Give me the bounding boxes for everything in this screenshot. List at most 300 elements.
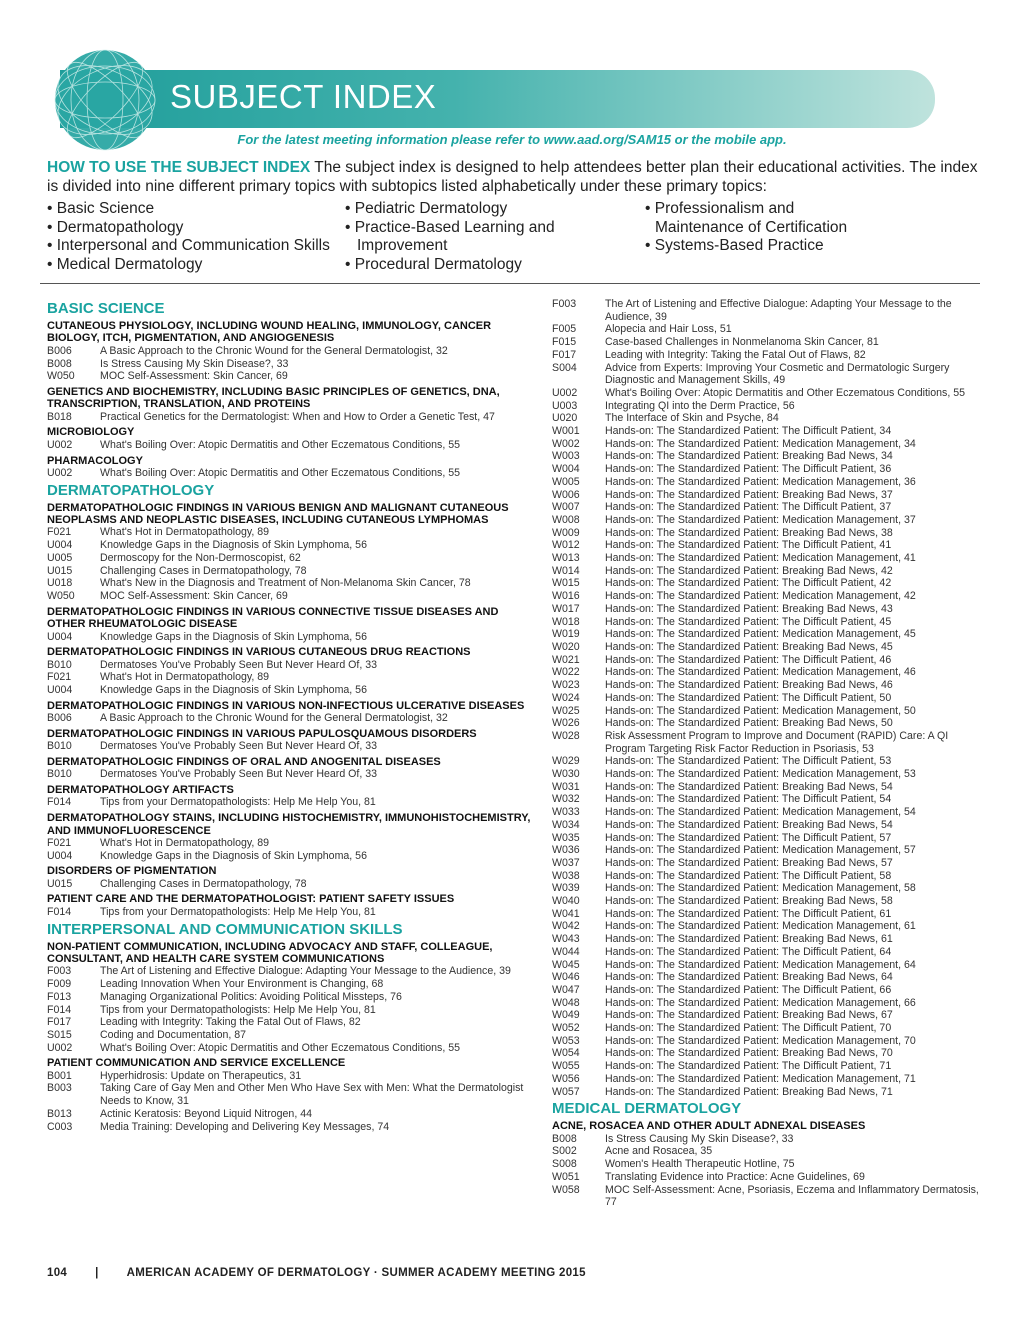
session-code: B013 bbox=[47, 1107, 72, 1120]
session-code: W028 bbox=[552, 729, 580, 742]
index-entry bbox=[47, 552, 539, 565]
session-title: Hands-on: The Standardized Patient: Breaking Bad News, 37 bbox=[605, 488, 893, 501]
session-title: Hyperhidrosis: Update on Therapeutics, 31 bbox=[100, 1069, 302, 1082]
index-entry bbox=[552, 920, 982, 933]
subtopic-heading: CUTANEOUS PHYSIOLOGY, INCLUDING WOUND HEALING, IMMUNOLOGY, CANCER BIOLOGY, ITCH, PIGMENTATION, AND ANGIOGENESIS bbox=[47, 320, 492, 345]
session-code: S004 bbox=[552, 361, 577, 374]
session-title: Hands-on: The Standardized Patient: The Difficult Patient, 37 bbox=[605, 501, 892, 514]
session-title: Actinic Keratosis: Beyond Liquid Nitrogen, 44 bbox=[100, 1107, 312, 1120]
index-entry bbox=[552, 793, 982, 806]
topic-item: • Professionalism and bbox=[645, 200, 795, 217]
topic-list-1 bbox=[47, 200, 330, 275]
session-title: Leading Innovation When Your Environment is Changing, 68 bbox=[100, 978, 384, 991]
session-code: U002 bbox=[552, 386, 578, 399]
session-code: U003 bbox=[552, 399, 578, 412]
session-title: Practical Genetics for the Dermatologist: When and How to Order a Genetic Test, 47 bbox=[100, 410, 495, 423]
session-title: Hands-on: The Standardized Patient: Medication Management, 36 bbox=[605, 475, 916, 488]
session-title: Hands-on: The Standardized Patient: Medication Management, 71 bbox=[605, 1072, 916, 1085]
session-title: Hands-on: The Standardized Patient: Breaking Bad News, 42 bbox=[605, 564, 893, 577]
session-code: W003 bbox=[552, 450, 580, 463]
index-entry bbox=[552, 1133, 982, 1146]
subtopic-heading: NON-PATIENT COMMUNICATION, INCLUDING ADVOCACY AND STAFF, COLLEAGUE, CONSULTANT, AND HEALTH CARE SYSTEM COMMUNICATIONS bbox=[47, 940, 493, 965]
page-footer bbox=[47, 1267, 586, 1279]
index-entry bbox=[552, 844, 982, 857]
session-code: W047 bbox=[552, 983, 580, 996]
session-code: W039 bbox=[552, 882, 580, 895]
index-entry bbox=[552, 1184, 982, 1209]
session-title: Hands-on: The Standardized Patient: Medication Management, 53 bbox=[605, 768, 916, 781]
session-code: F021 bbox=[47, 526, 72, 539]
session-title: What's Hot in Dermatopathology, 89 bbox=[100, 836, 270, 849]
session-code: W022 bbox=[552, 666, 580, 679]
session-title: Hands-on: The Standardized Patient: The Difficult Patient, 34 bbox=[605, 425, 892, 438]
session-code: B010 bbox=[47, 740, 72, 753]
section-heading: MEDICAL DERMATOLOGY bbox=[552, 1100, 742, 1118]
session-title: What's Boiling Over: Atopic Dermatitis and Other Eczematous Conditions, 55 bbox=[100, 438, 461, 451]
index-entry bbox=[47, 370, 539, 383]
session-title: Dermatoses You've Probably Seen But Never Heard Of, 33 bbox=[100, 768, 378, 781]
intro-text: The subject index is designed to help attendees better plan their educational activities. The index is divided into nine different primary topics with subtopics listed alphabetically under these primary topics: bbox=[47, 159, 978, 195]
index-entry bbox=[552, 819, 982, 832]
subtopic-heading: DERMATOPATHOLOGIC FINDINGS OF ORAL AND ANOGENITAL DISEASES bbox=[47, 755, 441, 768]
index-entry bbox=[552, 870, 982, 883]
session-code: W050 bbox=[47, 589, 75, 602]
session-title: Hands-on: The Standardized Patient: The Difficult Patient, 58 bbox=[605, 869, 892, 882]
session-title: Hands-on: The Standardized Patient: The Difficult Patient, 42 bbox=[605, 577, 892, 590]
index-entry bbox=[552, 730, 982, 755]
index-entry bbox=[552, 412, 982, 425]
session-title: MOC Self-Assessment: Acne, Psoriasis, Eczema and Inflammatory Dermatosis, 77 bbox=[605, 1183, 979, 1209]
session-title: Integrating QI into the Derm Practice, 56 bbox=[605, 399, 795, 412]
session-code: S008 bbox=[552, 1158, 577, 1171]
index-entry bbox=[552, 1073, 982, 1086]
session-code: U005 bbox=[47, 551, 73, 564]
session-code: U004 bbox=[47, 630, 73, 643]
index-entry bbox=[552, 1158, 982, 1171]
session-code: W016 bbox=[552, 590, 580, 603]
index-entry bbox=[552, 514, 982, 527]
index-entry bbox=[47, 684, 539, 697]
index-entry bbox=[552, 425, 982, 438]
index-entry bbox=[552, 387, 982, 400]
session-code: U020 bbox=[552, 412, 578, 425]
session-code: W051 bbox=[552, 1170, 580, 1183]
session-code: W053 bbox=[552, 1034, 580, 1047]
index-entry bbox=[47, 1029, 539, 1042]
session-code: F017 bbox=[552, 348, 577, 361]
index-entry bbox=[552, 895, 982, 908]
session-code: F021 bbox=[47, 671, 72, 684]
session-title: Hands-on: The Standardized Patient: Breaking Bad News, 43 bbox=[605, 602, 893, 615]
index-entry bbox=[552, 1009, 982, 1022]
index-column-left bbox=[47, 298, 539, 1133]
session-title: Hands-on: The Standardized Patient: The Difficult Patient, 57 bbox=[605, 831, 892, 844]
session-code: B008 bbox=[47, 357, 72, 370]
index-entry bbox=[552, 679, 982, 692]
session-code: W030 bbox=[552, 768, 580, 781]
session-code: W058 bbox=[552, 1183, 580, 1196]
session-code: W025 bbox=[552, 704, 580, 717]
index-entry bbox=[552, 755, 982, 768]
subtopic-heading: DERMATOPATHOLOGIC FINDINGS IN VARIOUS NON-INFECTIOUS ULCERATIVE DISEASES bbox=[47, 699, 525, 712]
session-title: Knowledge Gaps in the Diagnosis of Skin Lymphoma, 56 bbox=[100, 630, 367, 643]
session-code: W029 bbox=[552, 755, 580, 768]
index-column-right bbox=[552, 298, 982, 1209]
session-code: W035 bbox=[552, 831, 580, 844]
session-code: F015 bbox=[552, 336, 577, 349]
index-entry bbox=[47, 712, 539, 725]
session-title: MOC Self-Assessment: Skin Cancer, 69 bbox=[100, 370, 288, 383]
session-code: W023 bbox=[552, 679, 580, 692]
index-entry bbox=[552, 349, 982, 362]
session-title: Hands-on: The Standardized Patient: Medication Management, 41 bbox=[605, 552, 916, 565]
session-title: Hands-on: The Standardized Patient: Medication Management, 34 bbox=[605, 437, 916, 450]
index-entry bbox=[552, 768, 982, 781]
session-title: Is Stress Causing My Skin Disease?, 33 bbox=[605, 1132, 794, 1145]
index-entry bbox=[552, 959, 982, 972]
index-entry bbox=[47, 978, 539, 991]
session-title: Coding and Documentation, 87 bbox=[100, 1028, 247, 1041]
topic-item: • Practice-Based Learning and bbox=[345, 218, 555, 236]
session-code: W045 bbox=[552, 958, 580, 971]
session-code: W006 bbox=[552, 488, 580, 501]
session-title: Hands-on: The Standardized Patient: The Difficult Patient, 41 bbox=[605, 539, 892, 552]
session-code: W057 bbox=[552, 1085, 580, 1098]
index-entry bbox=[47, 565, 539, 578]
session-code: W044 bbox=[552, 945, 580, 958]
index-entry bbox=[552, 298, 982, 323]
session-title: Hands-on: The Standardized Patient: Medication Management, 54 bbox=[605, 806, 916, 819]
session-code: U004 bbox=[47, 684, 73, 697]
session-code: F021 bbox=[47, 836, 72, 849]
session-title: Hands-on: The Standardized Patient: Medication Management, 50 bbox=[605, 704, 916, 717]
session-code: F005 bbox=[552, 323, 577, 336]
index-entry bbox=[47, 631, 539, 644]
index-entry bbox=[552, 501, 982, 514]
index-entry bbox=[47, 740, 539, 753]
index-entry bbox=[552, 450, 982, 463]
index-entry bbox=[552, 628, 982, 641]
session-title: Hands-on: The Standardized Patient: Breaking Bad News, 50 bbox=[605, 717, 893, 730]
session-code: W056 bbox=[552, 1072, 580, 1085]
session-title: A Basic Approach to the Chronic Wound for the General Dermatologist, 32 bbox=[100, 344, 448, 357]
index-entry bbox=[552, 705, 982, 718]
session-title: Case-based Challenges in Nonmelanoma Skin Cancer, 81 bbox=[605, 336, 879, 349]
session-code: U004 bbox=[47, 849, 73, 862]
session-code: F009 bbox=[47, 978, 72, 991]
session-title: Hands-on: The Standardized Patient: Breaking Bad News, 70 bbox=[605, 1047, 893, 1060]
session-title: Managing Organizational Politics: Avoiding Political Missteps, 76 bbox=[100, 990, 402, 1003]
index-entry bbox=[552, 1022, 982, 1035]
session-code: W021 bbox=[552, 653, 580, 666]
session-code: F013 bbox=[47, 990, 72, 1003]
session-code: U002 bbox=[47, 466, 73, 479]
index-entry bbox=[552, 692, 982, 705]
session-code: F003 bbox=[552, 298, 577, 310]
session-code: F014 bbox=[47, 1003, 72, 1016]
session-code: W043 bbox=[552, 933, 580, 946]
index-entry bbox=[47, 1121, 539, 1134]
session-code: B010 bbox=[47, 658, 72, 671]
index-entry bbox=[47, 991, 539, 1004]
session-code: W037 bbox=[552, 856, 580, 869]
divider bbox=[40, 283, 980, 284]
session-title: Hands-on: The Standardized Patient: The Difficult Patient, 66 bbox=[605, 983, 892, 996]
session-code: W005 bbox=[552, 475, 580, 488]
session-title: Hands-on: The Standardized Patient: Breaking Bad News, 38 bbox=[605, 526, 893, 539]
session-title: Hands-on: The Standardized Patient: Breaking Bad News, 71 bbox=[605, 1085, 893, 1098]
footer-text: AMERICAN ACADEMY OF DERMATOLOGY · SUMMER ACADEMY MEETING 2015 bbox=[126, 1267, 586, 1279]
index-entry bbox=[47, 345, 539, 358]
session-code: W012 bbox=[552, 539, 580, 552]
index-entry bbox=[552, 400, 982, 413]
session-code: F003 bbox=[47, 965, 72, 978]
session-code: U004 bbox=[47, 539, 73, 552]
section-heading: INTERPERSONAL AND COMMUNICATION SKILLS bbox=[47, 920, 403, 938]
session-title: Hands-on: The Standardized Patient: Medication Management, 37 bbox=[605, 513, 916, 526]
index-entry bbox=[47, 965, 539, 978]
index-entry bbox=[47, 411, 539, 424]
index-entry bbox=[47, 768, 539, 781]
index-entry bbox=[552, 476, 982, 489]
session-code: W040 bbox=[552, 895, 580, 908]
session-title: The Art of Listening and Effective Dialogue: Adapting Your Message to the Audience, 39 bbox=[100, 965, 511, 978]
index-entry bbox=[47, 439, 539, 452]
topic-item: • Interpersonal and Communication Skills bbox=[47, 237, 330, 255]
session-title: Hands-on: The Standardized Patient: Breaking Bad News, 54 bbox=[605, 818, 893, 831]
tagline: For the latest meeting information please refer to www.aad.org/SAM15 or the mobile app. bbox=[237, 132, 787, 147]
topic-list-3 bbox=[645, 200, 847, 256]
subtopic-heading: DISORDERS OF PIGMENTATION bbox=[47, 865, 217, 878]
session-code: C003 bbox=[47, 1120, 73, 1133]
session-title: What's Boiling Over: Atopic Dermatitis and Other Eczematous Conditions, 55 bbox=[100, 466, 461, 479]
index-entry bbox=[47, 837, 539, 850]
session-code: W018 bbox=[552, 615, 580, 628]
session-code: F014 bbox=[47, 905, 72, 918]
index-entry bbox=[47, 358, 539, 371]
session-title: Tips from your Dermatopathologists: Help Me Help You, 81 bbox=[100, 1003, 376, 1016]
session-title: Hands-on: The Standardized Patient: Breaking Bad News, 46 bbox=[605, 679, 893, 692]
session-title: Hands-on: The Standardized Patient: The Difficult Patient, 36 bbox=[605, 463, 892, 476]
index-entry bbox=[47, 878, 539, 891]
index-entry bbox=[552, 781, 982, 794]
session-title: Hands-on: The Standardized Patient: Breaking Bad News, 45 bbox=[605, 640, 893, 653]
footer-separator: | bbox=[95, 1267, 99, 1279]
session-title: Hands-on: The Standardized Patient: Breaking Bad News, 64 bbox=[605, 971, 893, 984]
session-code: U002 bbox=[47, 1041, 73, 1054]
index-entry bbox=[552, 933, 982, 946]
session-title: Knowledge Gaps in the Diagnosis of Skin Lymphoma, 56 bbox=[100, 539, 367, 552]
session-code: W026 bbox=[552, 717, 580, 730]
index-entry bbox=[552, 946, 982, 959]
index-entry bbox=[552, 616, 982, 629]
session-title: Hands-on: The Standardized Patient: Medication Management, 61 bbox=[605, 920, 916, 933]
session-title: Hands-on: The Standardized Patient: The Difficult Patient, 45 bbox=[605, 615, 892, 628]
session-title: Advice from Experts: Improving Your Cosmetic and Dermatologic Surgery Diagnostic and Management Skills, 49 bbox=[605, 361, 950, 387]
session-title: What's Boiling Over: Atopic Dermatitis and Other Eczematous Conditions, 55 bbox=[605, 386, 966, 399]
section-heading: BASIC SCIENCE bbox=[47, 300, 165, 317]
session-title: Hands-on: The Standardized Patient: Breaking Bad News, 61 bbox=[605, 933, 893, 946]
index-entry bbox=[552, 997, 982, 1010]
session-title: Leading with Integrity: Taking the Fatal Out of Flaws, 82 bbox=[100, 1016, 361, 1029]
index-entry bbox=[47, 577, 539, 590]
index-entry bbox=[552, 463, 982, 476]
session-title: Is Stress Causing My Skin Disease?, 33 bbox=[100, 357, 289, 370]
topic-list-2 bbox=[345, 200, 555, 275]
session-title: A Basic Approach to the Chronic Wound for the General Dermatologist, 32 bbox=[100, 712, 448, 725]
session-code: W020 bbox=[552, 640, 580, 653]
index-entry bbox=[47, 1016, 539, 1029]
index-entry bbox=[47, 590, 539, 603]
index-entry bbox=[552, 489, 982, 502]
session-code: F017 bbox=[47, 1016, 72, 1029]
index-entry bbox=[47, 1108, 539, 1121]
session-title: What's Hot in Dermatopathology, 89 bbox=[100, 671, 270, 684]
index-entry bbox=[552, 984, 982, 997]
session-code: W032 bbox=[552, 793, 580, 806]
session-title: What's New in the Diagnosis and Treatment of Non-Melanoma Skin Cancer, 78 bbox=[100, 577, 471, 590]
session-title: Acne and Rosacea, 35 bbox=[605, 1145, 713, 1158]
session-code: B008 bbox=[552, 1132, 577, 1145]
session-title: Hands-on: The Standardized Patient: The Difficult Patient, 64 bbox=[605, 945, 892, 958]
topic-item: • Dermatopathology bbox=[47, 218, 184, 236]
session-title: Hands-on: The Standardized Patient: The Difficult Patient, 50 bbox=[605, 691, 892, 704]
session-code: W014 bbox=[552, 564, 580, 577]
session-title: Media Training: Developing and Delivering Key Messages, 74 bbox=[100, 1120, 390, 1133]
topic-item: Maintenance of Certification bbox=[655, 218, 848, 236]
topic-item: • Medical Dermatology bbox=[47, 256, 203, 274]
index-entry bbox=[552, 717, 982, 730]
session-title: Hands-on: The Standardized Patient: The Difficult Patient, 70 bbox=[605, 1022, 892, 1035]
session-code: W036 bbox=[552, 844, 580, 857]
session-title: What's Hot in Dermatopathology, 89 bbox=[100, 526, 270, 539]
index-entry bbox=[47, 526, 539, 539]
session-title: Hands-on: The Standardized Patient: Breaking Bad News, 67 bbox=[605, 1009, 893, 1022]
session-title: Challenging Cases in Dermatopathology, 78 bbox=[100, 877, 307, 890]
subtopic-heading: PATIENT COMMUNICATION AND SERVICE EXCELLENCE bbox=[47, 1057, 346, 1070]
intro-heading: HOW TO USE THE SUBJECT INDEX bbox=[47, 159, 311, 176]
session-code: W038 bbox=[552, 869, 580, 882]
session-code: B001 bbox=[47, 1069, 72, 1082]
page-number: 104 bbox=[47, 1267, 68, 1279]
index-entry bbox=[47, 906, 539, 919]
session-code: W004 bbox=[552, 463, 580, 476]
session-title: MOC Self-Assessment: Skin Cancer, 69 bbox=[100, 589, 288, 602]
subtopic-heading: PHARMACOLOGY bbox=[47, 454, 143, 467]
subtopic-heading: DERMATOPATHOLOGIC FINDINGS IN VARIOUS PAPULOSQUAMOUS DISORDERS bbox=[47, 727, 477, 740]
session-title: Hands-on: The Standardized Patient: The Difficult Patient, 46 bbox=[605, 653, 892, 666]
session-title: Hands-on: The Standardized Patient: The Difficult Patient, 71 bbox=[605, 1060, 892, 1073]
index-entry bbox=[552, 971, 982, 984]
topic-item: • Basic Science bbox=[47, 200, 155, 217]
session-title: Risk Assessment Program to Improve and Document (RAPID) Care: A QI Program Targeting Risk Factor Reduction in Psoriasis, 53 bbox=[605, 729, 949, 755]
session-title: Taking Care of Gay Men and Other Men Who Have Sex with Men: What the Dermatologist Needs to Know, 31 bbox=[100, 1082, 524, 1108]
index-entry bbox=[47, 850, 539, 863]
session-code: W046 bbox=[552, 971, 580, 984]
index-entry bbox=[552, 438, 982, 451]
session-title: Hands-on: The Standardized Patient: The Difficult Patient, 53 bbox=[605, 755, 892, 768]
session-code: W034 bbox=[552, 818, 580, 831]
session-code: W042 bbox=[552, 920, 580, 933]
session-code: W009 bbox=[552, 526, 580, 539]
session-code: W050 bbox=[47, 370, 75, 383]
subtopic-heading: DERMATOPATHOLOGIC FINDINGS IN VARIOUS BENIGN AND MALIGNANT CUTANEOUS NEOPLASMS AND NEOPLASTIC DISEASES, INCLUDING CUTANEOUS LYMPHOMAS bbox=[47, 501, 509, 527]
index-entry bbox=[552, 641, 982, 654]
session-title: Knowledge Gaps in the Diagnosis of Skin Lymphoma, 56 bbox=[100, 684, 367, 697]
index-entry bbox=[552, 336, 982, 349]
index-entry bbox=[552, 832, 982, 845]
session-title: Women's Health Therapeutic Hotline, 75 bbox=[605, 1158, 795, 1171]
session-code: W049 bbox=[552, 1009, 580, 1022]
index-entry bbox=[552, 1086, 982, 1099]
session-code: W031 bbox=[552, 780, 580, 793]
section-heading: DERMATOPATHOLOGY bbox=[47, 481, 215, 499]
session-title: Knowledge Gaps in the Diagnosis of Skin Lymphoma, 56 bbox=[100, 849, 367, 862]
index-entry bbox=[47, 539, 539, 552]
topic-item: • Procedural Dermatology bbox=[345, 256, 522, 274]
session-title: Tips from your Dermatopathologists: Help Me Help You, 81 bbox=[100, 905, 376, 918]
index-entry bbox=[552, 1047, 982, 1060]
index-entry bbox=[552, 1171, 982, 1184]
subtopic-heading: DERMATOPATHOLOGIC FINDINGS IN VARIOUS CONNECTIVE TISSUE DISEASES AND OTHER RHEUMATOLOGIC DISEASE bbox=[47, 605, 499, 631]
index-entry bbox=[552, 552, 982, 565]
session-code: W019 bbox=[552, 628, 580, 641]
session-title: Hands-on: The Standardized Patient: Breaking Bad News, 34 bbox=[605, 450, 893, 463]
session-code: U015 bbox=[47, 564, 73, 577]
index-entry bbox=[552, 1035, 982, 1048]
index-entry bbox=[47, 467, 539, 480]
session-code: W048 bbox=[552, 996, 580, 1009]
session-title: Translating Evidence into Practice: Acne Guidelines, 69 bbox=[605, 1170, 865, 1183]
index-entry bbox=[552, 565, 982, 578]
session-code: W007 bbox=[552, 501, 580, 514]
session-code: B006 bbox=[47, 712, 72, 725]
index-entry bbox=[47, 1070, 539, 1083]
index-entry bbox=[552, 323, 982, 336]
session-title: Hands-on: The Standardized Patient: Medication Management, 70 bbox=[605, 1034, 916, 1047]
subtopic-heading: PATIENT CARE AND THE DERMATOPATHOLOGIST: PATIENT SAFETY ISSUES bbox=[47, 893, 455, 906]
index-entry bbox=[552, 527, 982, 540]
session-title: Dermoscopy for the Non-Dermoscopist, 62 bbox=[100, 551, 301, 564]
session-title: Hands-on: The Standardized Patient: The Difficult Patient, 54 bbox=[605, 793, 892, 806]
index-entry bbox=[552, 577, 982, 590]
index-entry bbox=[552, 362, 982, 387]
session-title: Alopecia and Hair Loss, 51 bbox=[605, 323, 732, 336]
session-code: W017 bbox=[552, 602, 580, 615]
session-code: W052 bbox=[552, 1022, 580, 1035]
session-code: W041 bbox=[552, 907, 580, 920]
session-code: W015 bbox=[552, 577, 580, 590]
session-code: U015 bbox=[47, 877, 73, 890]
session-code: U018 bbox=[47, 577, 73, 590]
session-title: Hands-on: The Standardized Patient: Medication Management, 58 bbox=[605, 882, 916, 895]
index-entry bbox=[47, 1004, 539, 1017]
page-title: SUBJECT INDEX bbox=[170, 78, 437, 115]
session-title: Hands-on: The Standardized Patient: Medication Management, 42 bbox=[605, 590, 916, 603]
session-title: Leading with Integrity: Taking the Fatal Out of Flaws, 82 bbox=[605, 348, 866, 361]
session-code: S015 bbox=[47, 1028, 72, 1041]
session-code: B003 bbox=[47, 1082, 72, 1095]
session-title: Hands-on: The Standardized Patient: Medication Management, 46 bbox=[605, 666, 916, 679]
index-entry bbox=[552, 882, 982, 895]
topic-item: Improvement bbox=[357, 237, 448, 255]
index-entry bbox=[552, 590, 982, 603]
session-title: Hands-on: The Standardized Patient: Breaking Bad News, 58 bbox=[605, 895, 893, 908]
index-entry bbox=[552, 654, 982, 667]
subtopic-heading: DERMATOPATHOLOGY STAINS, INCLUDING HISTOCHEMISTRY, IMMUNOHISTOCHEMISTRY, AND IMMUNOFLUORESCENCE bbox=[47, 812, 531, 837]
session-title: Hands-on: The Standardized Patient: The Difficult Patient, 61 bbox=[605, 907, 892, 920]
session-code: W013 bbox=[552, 552, 580, 565]
